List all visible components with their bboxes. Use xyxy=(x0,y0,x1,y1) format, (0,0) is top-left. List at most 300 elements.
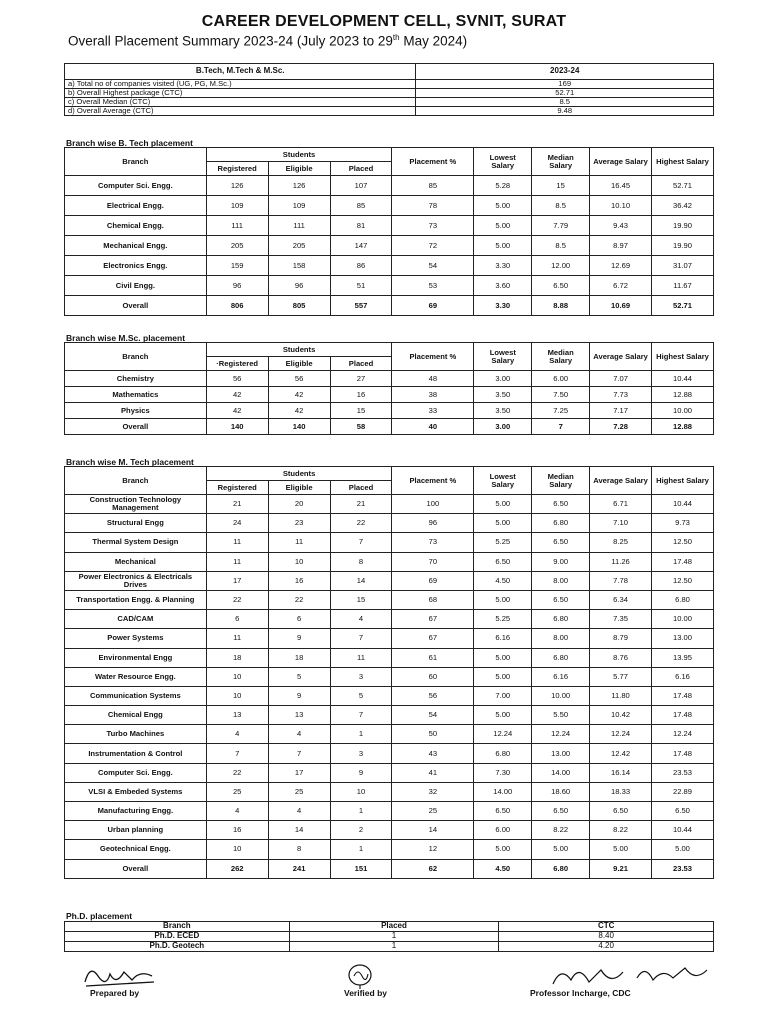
table-row xyxy=(65,371,714,387)
table-cell: 27 xyxy=(330,371,392,387)
table-cell: 9 xyxy=(268,686,330,705)
summary-label: a) Total no of companies visited (UG, PG, M.Sc.) xyxy=(65,80,416,89)
table-cell: 14.00 xyxy=(532,763,590,782)
table-cell: 54 xyxy=(392,256,474,276)
table-cell: 3.50 xyxy=(474,387,532,403)
msc-header-average: Average Salary xyxy=(590,343,652,371)
table-cell: 7.73 xyxy=(590,387,652,403)
verified-signature xyxy=(340,962,380,990)
branch-name: Mathematics xyxy=(65,387,207,403)
table-cell: 8.22 xyxy=(590,821,652,840)
table-cell: 11 xyxy=(206,552,268,571)
table-cell: 6.50 xyxy=(532,495,590,514)
msc-header-placement: Placement % xyxy=(392,343,474,371)
table-cell: 42 xyxy=(268,387,330,403)
mtech-header-eligible: Eligible xyxy=(268,481,330,495)
table-cell: 81 xyxy=(330,216,392,236)
phd-placed: 1 xyxy=(289,942,499,952)
table-cell: 17.48 xyxy=(652,686,714,705)
table-cell: 12.24 xyxy=(652,725,714,744)
table-cell: 16.14 xyxy=(590,763,652,782)
table-cell: 20 xyxy=(268,495,330,514)
table-cell: 3.00 xyxy=(474,371,532,387)
table-cell: 4 xyxy=(330,610,392,629)
table-cell: 7 xyxy=(330,629,392,648)
table-cell: 10.10 xyxy=(590,196,652,216)
table-cell: 6.80 xyxy=(532,514,590,533)
table-cell: 11 xyxy=(268,533,330,552)
table-row xyxy=(65,802,714,821)
table-cell: 3 xyxy=(330,744,392,763)
msc-header-median: Median Salary xyxy=(532,343,590,371)
table-cell: 6.80 xyxy=(652,590,714,609)
table-cell: 53 xyxy=(392,276,474,296)
branch-name: Transportation Engg. & Planning xyxy=(65,590,207,609)
table-cell: 10.00 xyxy=(652,403,714,419)
table-cell: 12.42 xyxy=(590,744,652,763)
table-cell: 6.16 xyxy=(474,629,532,648)
phd-branch: Ph.D. ECED xyxy=(65,932,290,942)
table-cell: 12.88 xyxy=(652,387,714,403)
table-cell: 19.90 xyxy=(652,236,714,256)
table-cell: 13.95 xyxy=(652,648,714,667)
overall-row xyxy=(65,296,714,316)
table-cell: 5.00 xyxy=(474,840,532,859)
table-cell: 7.10 xyxy=(590,514,652,533)
table-cell: 2 xyxy=(330,821,392,840)
professor-incharge-label: Professor Incharge, CDC xyxy=(530,988,631,998)
table-cell: 6.50 xyxy=(532,276,590,296)
table-cell: 6 xyxy=(206,610,268,629)
table-cell: 17.48 xyxy=(652,706,714,725)
page-title: CAREER DEVELOPMENT CELL, SVNIT, SURAT xyxy=(201,13,567,30)
table-cell: 42 xyxy=(206,387,268,403)
table-cell: 56 xyxy=(268,371,330,387)
summary-value: 169 xyxy=(416,80,714,89)
overall-cell: 62 xyxy=(392,859,474,878)
table-cell: 7.78 xyxy=(590,571,652,590)
table-cell: 8.76 xyxy=(590,648,652,667)
table-cell: 16 xyxy=(330,387,392,403)
table-cell: 4 xyxy=(206,802,268,821)
table-cell: 8.25 xyxy=(590,533,652,552)
table-cell: 42 xyxy=(268,403,330,419)
table-cell: 6.16 xyxy=(532,667,590,686)
table-cell: 25 xyxy=(268,782,330,801)
table-cell: 17 xyxy=(206,571,268,590)
table-cell: 10 xyxy=(206,840,268,859)
table-cell: 54 xyxy=(392,706,474,725)
branch-name: Instrumentation & Control xyxy=(65,744,207,763)
table-cell: 8.00 xyxy=(532,629,590,648)
table-cell: 8.5 xyxy=(532,236,590,256)
branch-name: Mechanical Engg. xyxy=(65,236,207,256)
table-cell: 4 xyxy=(268,802,330,821)
table-cell: 5.00 xyxy=(590,840,652,859)
branch-name: Thermal System Design xyxy=(65,533,207,552)
phd-ctc: 8.40 xyxy=(499,932,714,942)
table-cell: 8.5 xyxy=(532,196,590,216)
table-cell: 5 xyxy=(268,667,330,686)
table-cell: 73 xyxy=(392,216,474,236)
table-cell: 14.00 xyxy=(474,782,532,801)
table-cell: 6.80 xyxy=(474,744,532,763)
table-cell: 36.42 xyxy=(652,196,714,216)
btech-header-eligible: Eligible xyxy=(268,162,330,176)
table-cell: 51 xyxy=(330,276,392,296)
table-cell: 43 xyxy=(392,744,474,763)
overall-label: Overall xyxy=(65,859,207,878)
table-cell: 10 xyxy=(206,667,268,686)
table-cell: 7.17 xyxy=(590,403,652,419)
branch-name: Environmental Engg xyxy=(65,648,207,667)
table-cell: 78 xyxy=(392,196,474,216)
table-cell: 96 xyxy=(206,276,268,296)
table-cell: 111 xyxy=(206,216,268,236)
summary-label: c) Overall Median (CTC) xyxy=(65,98,416,107)
msc-header-lowest: Lowest Salary xyxy=(474,343,532,371)
overall-cell: 58 xyxy=(330,419,392,435)
table-cell: 10 xyxy=(330,782,392,801)
table-cell: 86 xyxy=(330,256,392,276)
table-cell: 5.50 xyxy=(532,706,590,725)
table-cell: 14 xyxy=(392,821,474,840)
table-cell: 5.00 xyxy=(474,495,532,514)
table-cell: 6.00 xyxy=(532,371,590,387)
msc-header-placed: Placed xyxy=(330,357,392,371)
table-row xyxy=(65,821,714,840)
overall-label: Overall xyxy=(65,419,207,435)
mtech-header-placement: Placement % xyxy=(392,467,474,495)
table-row xyxy=(65,744,714,763)
table-cell: 7 xyxy=(330,706,392,725)
mtech-header-median: Median Salary xyxy=(532,467,590,495)
table-cell: 12.24 xyxy=(590,725,652,744)
table-cell: 18.33 xyxy=(590,782,652,801)
mtech-section-title: Branch wise M. Tech placement xyxy=(66,457,194,467)
table-cell: 4 xyxy=(206,725,268,744)
btech-header-students: Students xyxy=(206,148,392,162)
table-cell: 6.34 xyxy=(590,590,652,609)
table-cell: 6.50 xyxy=(590,802,652,821)
phd-header-branch: Branch xyxy=(65,922,290,932)
table-cell: 56 xyxy=(392,686,474,705)
table-cell: 15 xyxy=(330,403,392,419)
btech-header-placed: Placed xyxy=(330,162,392,176)
table-cell: 8 xyxy=(268,840,330,859)
table-row xyxy=(65,514,714,533)
table-row xyxy=(65,629,714,648)
msc-header-students: Students xyxy=(206,343,392,357)
table-cell: 68 xyxy=(392,590,474,609)
table-cell: 15 xyxy=(330,590,392,609)
overall-row xyxy=(65,859,714,878)
table-row xyxy=(65,495,714,514)
phd-section-title: Ph.D. placement xyxy=(66,911,133,921)
branch-name: Physics xyxy=(65,403,207,419)
summary-value: 52.71 xyxy=(416,89,714,98)
table-cell: 5.00 xyxy=(474,514,532,533)
phd-ctc: 4.20 xyxy=(499,942,714,952)
table-cell: 5.00 xyxy=(474,590,532,609)
table-cell: 6.16 xyxy=(652,667,714,686)
branch-name: Electrical Engg. xyxy=(65,196,207,216)
branch-name: Water Resource Engg. xyxy=(65,667,207,686)
overall-cell: 40 xyxy=(392,419,474,435)
table-cell: 5.00 xyxy=(474,216,532,236)
branch-name: Manufacturing Engg. xyxy=(65,802,207,821)
table-cell: 50 xyxy=(392,725,474,744)
overall-row xyxy=(65,419,714,435)
table-cell: 5.00 xyxy=(474,196,532,216)
btech-header-placement: Placement % xyxy=(392,148,474,176)
table-cell: 5.00 xyxy=(474,706,532,725)
overall-cell: 262 xyxy=(206,859,268,878)
table-cell: 11 xyxy=(206,629,268,648)
table-cell: 8.97 xyxy=(590,236,652,256)
page-subtitle: Overall Placement Summary 2023-24 (July 2023 to 29th May 2024) xyxy=(68,33,468,49)
table-cell: 61 xyxy=(392,648,474,667)
table-cell: 18 xyxy=(268,648,330,667)
table-row xyxy=(65,686,714,705)
table-cell: 126 xyxy=(206,176,268,196)
mtech-header-lowest: Lowest Salary xyxy=(474,467,532,495)
table-cell: 7.50 xyxy=(532,387,590,403)
table-row xyxy=(65,706,714,725)
branch-name: Mechanical xyxy=(65,552,207,571)
overall-cell: 3.30 xyxy=(474,296,532,316)
branch-name: Computer Sci. Engg. xyxy=(65,176,207,196)
table-cell: 11 xyxy=(206,533,268,552)
table-cell: 25 xyxy=(206,782,268,801)
branch-name: Power Systems xyxy=(65,629,207,648)
table-cell: 5.00 xyxy=(652,840,714,859)
mtech-header-students: Students xyxy=(206,467,392,481)
msc-table xyxy=(64,342,714,435)
table-cell: 15 xyxy=(532,176,590,196)
table-cell: 3.60 xyxy=(474,276,532,296)
btech-section-title: Branch wise B. Tech placement xyxy=(66,138,193,148)
btech-header-lowest: Lowest Salary xyxy=(474,148,532,176)
table-cell: 22.89 xyxy=(652,782,714,801)
table-cell: 9 xyxy=(268,629,330,648)
table-cell: 13 xyxy=(268,706,330,725)
phd-header-placed: Placed xyxy=(289,922,499,932)
overall-cell: 805 xyxy=(268,296,330,316)
branch-name: CAD/CAM xyxy=(65,610,207,629)
btech-table xyxy=(64,147,714,316)
overall-cell: 8.88 xyxy=(532,296,590,316)
table-row xyxy=(65,176,714,196)
overall-cell: 23.53 xyxy=(652,859,714,878)
table-cell: 17.48 xyxy=(652,552,714,571)
table-cell: 6.72 xyxy=(590,276,652,296)
table-row xyxy=(65,840,714,859)
btech-header-average: Average Salary xyxy=(590,148,652,176)
table-cell: 60 xyxy=(392,667,474,686)
summary-value: 8.5 xyxy=(416,98,714,107)
table-row xyxy=(65,403,714,419)
table-cell: 9.43 xyxy=(590,216,652,236)
branch-name: VLSI & Embeded Systems xyxy=(65,782,207,801)
table-cell: 32 xyxy=(392,782,474,801)
overall-cell: 7.28 xyxy=(590,419,652,435)
table-cell: 5.77 xyxy=(590,667,652,686)
table-cell: 111 xyxy=(268,216,330,236)
table-cell: 1 xyxy=(330,840,392,859)
table-cell: 8.22 xyxy=(532,821,590,840)
mtech-header-placed: Placed xyxy=(330,481,392,495)
table-row xyxy=(65,196,714,216)
table-cell: 10 xyxy=(206,686,268,705)
branch-name: Electronics Engg. xyxy=(65,256,207,276)
branch-name: Structural Engg xyxy=(65,514,207,533)
msc-section-title: Branch wise M.Sc. placement xyxy=(66,333,186,343)
table-row xyxy=(65,763,714,782)
table-cell: 13 xyxy=(206,706,268,725)
overall-cell: 140 xyxy=(268,419,330,435)
table-cell: 11.80 xyxy=(590,686,652,705)
overall-label: Overall xyxy=(65,296,207,316)
msc-header-highest: Highest Salary xyxy=(652,343,714,371)
table-cell: 6.50 xyxy=(474,802,532,821)
mtech-header-branch: Branch xyxy=(65,467,207,495)
table-cell: 205 xyxy=(268,236,330,256)
mtech-table xyxy=(64,466,714,879)
table-cell: 56 xyxy=(206,371,268,387)
overall-cell: 241 xyxy=(268,859,330,878)
summary-label: b) Overall Highest package (CTC) xyxy=(65,89,416,98)
table-cell: 5.25 xyxy=(474,610,532,629)
table-cell: 19.90 xyxy=(652,216,714,236)
table-cell: 6 xyxy=(268,610,330,629)
table-cell: 48 xyxy=(392,371,474,387)
table-cell: 6.80 xyxy=(532,648,590,667)
table-cell: 10.44 xyxy=(652,821,714,840)
prepared-by-label: Prepared by xyxy=(90,988,140,998)
table-cell: 22 xyxy=(268,590,330,609)
table-cell: 12.24 xyxy=(474,725,532,744)
table-cell: 6.00 xyxy=(474,821,532,840)
overall-cell: 4.50 xyxy=(474,859,532,878)
table-cell: 6.50 xyxy=(532,802,590,821)
branch-name: Power Electronics & Electricals Drives xyxy=(65,571,207,590)
table-cell: 23 xyxy=(268,514,330,533)
table-cell: 109 xyxy=(268,196,330,216)
table-row xyxy=(65,276,714,296)
table-cell: 1 xyxy=(330,802,392,821)
table-cell: 72 xyxy=(392,236,474,256)
table-row xyxy=(65,216,714,236)
msc-header-registered: ·Registered xyxy=(206,357,268,371)
overall-cell: 52.71 xyxy=(652,296,714,316)
table-cell: 8 xyxy=(330,552,392,571)
table-cell: 6.50 xyxy=(532,533,590,552)
table-cell: 7 xyxy=(330,533,392,552)
branch-name: Computer Sci. Engg. xyxy=(65,763,207,782)
overall-cell: 557 xyxy=(330,296,392,316)
table-cell: 12.50 xyxy=(652,533,714,552)
branch-name: Chemical Engg. xyxy=(65,216,207,236)
table-cell: 16 xyxy=(268,571,330,590)
table-cell: 8.79 xyxy=(590,629,652,648)
table-cell: 126 xyxy=(268,176,330,196)
overall-cell: 6.80 xyxy=(532,859,590,878)
table-cell: 17 xyxy=(268,763,330,782)
table-cell: 5 xyxy=(330,686,392,705)
branch-name: Chemical Engg xyxy=(65,706,207,725)
branch-name: Turbo Machines xyxy=(65,725,207,744)
table-cell: 5.00 xyxy=(474,236,532,256)
table-cell: 5.28 xyxy=(474,176,532,196)
table-cell: 14 xyxy=(268,821,330,840)
table-cell: 159 xyxy=(206,256,268,276)
table-cell: 11.26 xyxy=(590,552,652,571)
table-cell: 10.44 xyxy=(652,371,714,387)
table-cell: 10.42 xyxy=(590,706,652,725)
mtech-header-average: Average Salary xyxy=(590,467,652,495)
table-cell: 22 xyxy=(206,763,268,782)
overall-cell: 151 xyxy=(330,859,392,878)
overall-cell: 10.69 xyxy=(590,296,652,316)
table-cell: 18 xyxy=(206,648,268,667)
table-cell: 9.00 xyxy=(532,552,590,571)
table-cell: 96 xyxy=(268,276,330,296)
table-cell: 38 xyxy=(392,387,474,403)
table-cell: 85 xyxy=(330,196,392,216)
summary-value: 9.48 xyxy=(416,107,714,116)
summary-label: d) Overall Average (CTC) xyxy=(65,107,416,116)
table-row xyxy=(65,590,714,609)
table-row xyxy=(65,236,714,256)
table-cell: 107 xyxy=(330,176,392,196)
table-cell: 3 xyxy=(330,667,392,686)
table-row xyxy=(65,725,714,744)
table-cell: 11 xyxy=(330,648,392,667)
table-row xyxy=(65,648,714,667)
overall-cell: 69 xyxy=(392,296,474,316)
table-cell: 12.24 xyxy=(532,725,590,744)
branch-name: Urban planning xyxy=(65,821,207,840)
table-row xyxy=(65,667,714,686)
overall-cell: 806 xyxy=(206,296,268,316)
summary-header-left: B.Tech, M.Tech & M.Sc. xyxy=(65,64,416,80)
table-cell: 52.71 xyxy=(652,176,714,196)
table-cell: 67 xyxy=(392,610,474,629)
branch-name: Communication Systems xyxy=(65,686,207,705)
table-cell: 7.25 xyxy=(532,403,590,419)
table-cell: 7 xyxy=(206,744,268,763)
table-cell: 22 xyxy=(206,590,268,609)
table-cell: 96 xyxy=(392,514,474,533)
phd-branch: Ph.D. Geotech xyxy=(65,942,290,952)
table-cell: 7.30 xyxy=(474,763,532,782)
table-cell: 100 xyxy=(392,495,474,514)
table-cell: 41 xyxy=(392,763,474,782)
table-cell: 6.50 xyxy=(652,802,714,821)
msc-header-branch: Branch xyxy=(65,343,207,371)
table-cell: 9 xyxy=(330,763,392,782)
table-cell: 12 xyxy=(392,840,474,859)
table-cell: 16 xyxy=(206,821,268,840)
table-cell: 10.00 xyxy=(652,610,714,629)
table-cell: 22 xyxy=(330,514,392,533)
table-cell: 6.50 xyxy=(474,552,532,571)
btech-header-registered: Registered xyxy=(206,162,268,176)
table-cell: 10.00 xyxy=(532,686,590,705)
table-cell: 12.00 xyxy=(532,256,590,276)
btech-header-branch: Branch xyxy=(65,148,207,176)
